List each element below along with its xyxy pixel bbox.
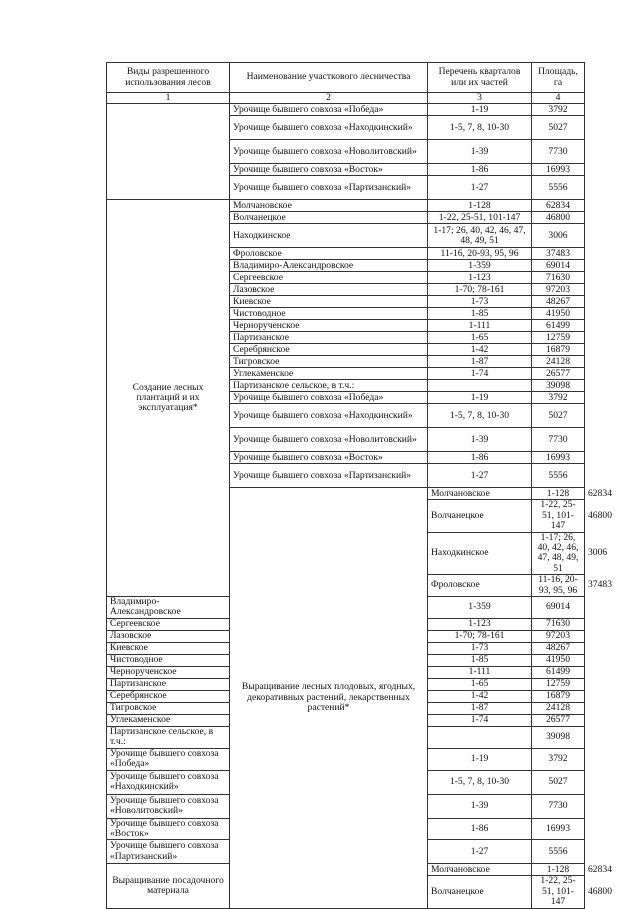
forestry-name-cell: Урочище бывшего совхоза «Победа»	[230, 104, 428, 116]
table-body	[107, 103, 612, 908]
forestry-name-cell: Молчановское	[230, 200, 428, 212]
area-cell: 26577	[532, 368, 585, 380]
quarters-cell: 11-16, 20-93, 95, 96	[532, 575, 585, 597]
forestry-name-cell: Урочище бывшего совхоза «Находкинский»	[107, 770, 230, 794]
forestry-name-cell: Чернорученское	[107, 666, 230, 678]
area-cell: 61499	[532, 320, 585, 332]
forestry-name-cell: Углекаменское	[107, 714, 230, 726]
column-number: 1	[107, 93, 230, 104]
table-row: Находкинское 1-17; 26, 40, 42, 46, 47, 48, 49, 51 3006	[107, 532, 585, 575]
area-cell: 5556	[532, 464, 585, 488]
forestry-name-cell: Сергеевское	[230, 272, 428, 284]
use-type-cell: Создание лесных плантаций и их эксплуатация*	[107, 200, 230, 597]
forestry-name-cell: Молчановское	[428, 488, 532, 500]
quarters-cell: 1-86	[428, 818, 532, 840]
area-cell: 24128	[532, 356, 585, 368]
area-cell: 3792	[532, 392, 585, 404]
forestry-name-cell: Волчанецкое	[428, 500, 532, 532]
forestry-name-cell: Урочище бывшего совхоза «Восток»	[230, 452, 428, 464]
forestry-name-cell: Молчановское	[428, 864, 532, 876]
quarters-cell: 1-123	[428, 618, 532, 630]
quarters-cell: 1-111	[428, 666, 532, 678]
forestry-name-cell: Киевское	[230, 296, 428, 308]
table-row: Выращивание посадочного материала Молчановское 1-128 62834	[107, 864, 585, 876]
forestry-name-cell: Урочище бывшего совхоза «Новолитовский»	[230, 428, 428, 452]
forestry-name-cell: Урочище бывшего совхоза «Партизанский»	[230, 464, 428, 488]
forestry-name-cell: Углекаменское	[230, 368, 428, 380]
area-cell: 97203	[532, 630, 585, 642]
area-cell: 69014	[532, 597, 585, 619]
header-use-type: Виды разрешенного использования лесов	[107, 63, 230, 93]
quarters-cell: 1-22, 25-51, 101-147	[532, 876, 585, 908]
forestry-name-cell: Лазовское	[230, 284, 428, 296]
quarters-cell: 1-42	[428, 344, 532, 356]
forestry-name-cell: Урочище бывшего совхоза «Новолитовский»	[107, 794, 230, 818]
area-cell: 7730	[532, 428, 585, 452]
forestry-name-cell: Чистоводное	[230, 308, 428, 320]
forestry-name-cell: Урочище бывшего совхоза «Партизанский»	[107, 840, 230, 864]
area-cell: 7730	[532, 794, 585, 818]
quarters-cell: 1-70; 78-161	[428, 284, 532, 296]
quarters-cell: 1-42	[428, 690, 532, 702]
quarters-cell: 1-74	[428, 368, 532, 380]
forestry-name-cell: Киевское	[107, 642, 230, 654]
table-row: Выращивание лесных плодовых, ягодных, декоративных растений, лекарственных растений* Молчановское 1-128 62834	[107, 488, 585, 500]
use-type-cell: Выращивание лесных плодовых, ягодных, декоративных растений, лекарственных растений*	[230, 488, 428, 908]
forestry-name-cell: Партизанское	[107, 678, 230, 690]
area-cell: 24128	[532, 702, 585, 714]
quarters-cell: 1-22, 25-51, 101-147	[532, 500, 585, 532]
area-cell: 39098	[532, 726, 585, 748]
area-cell: 97203	[532, 284, 585, 296]
forestry-name-cell: Урочище бывшего совхоза «Находкинский»	[230, 404, 428, 428]
forestry-name-cell: Партизанское сельское, в т.ч.:	[107, 726, 230, 748]
area-cell: 5556	[532, 176, 585, 200]
forestry-name-cell: Серебрянское	[107, 690, 230, 702]
quarters-cell: 1-123	[428, 272, 532, 284]
area-cell: 62834	[532, 200, 585, 212]
area-cell: 3792	[532, 104, 585, 116]
forestry-name-cell: Урочище бывшего совхоза «Находкинский»	[230, 116, 428, 140]
table-row: Волчанецкое 1-22, 25-51, 101-147 46800	[107, 500, 585, 532]
column-number: 2	[230, 93, 428, 104]
area-cell: 12759	[532, 332, 585, 344]
forestry-name-cell: Чистоводное	[107, 654, 230, 666]
table-row: Фроловское 11-16, 20-93, 95, 96 37483	[107, 575, 585, 597]
quarters-cell: 1-128	[532, 488, 585, 500]
quarters-cell: 1-73	[428, 642, 532, 654]
area-cell: 37483	[532, 248, 585, 260]
forestry-name-cell: Находкинское	[230, 224, 428, 248]
forestry-name-cell: Партизанское	[230, 332, 428, 344]
forestry-name-cell: Находкинское	[428, 532, 532, 575]
use-type-cell-empty	[107, 104, 230, 200]
quarters-cell: 1-5, 7, 8, 10-30	[428, 404, 532, 428]
area-cell: 46800	[532, 212, 585, 224]
forestry-name-cell: Урочище бывшего совхоза «Восток»	[230, 164, 428, 176]
quarters-cell: 1-74	[428, 714, 532, 726]
area-cell: 3792	[532, 748, 585, 770]
area-cell: 5027	[532, 404, 585, 428]
column-number: 4	[532, 93, 585, 104]
quarters-cell: 1-87	[428, 702, 532, 714]
area-cell: 48267	[532, 642, 585, 654]
area-cell: 16993	[532, 818, 585, 840]
header-row	[107, 63, 585, 93]
area-cell: 3006	[532, 224, 585, 248]
forestry-name-cell: Партизанское сельское, в т.ч.:	[230, 380, 428, 392]
quarters-cell: 1-359	[428, 260, 532, 272]
forestry-name-cell: Волчанецкое	[428, 876, 532, 908]
quarters-cell: 1-39	[428, 140, 532, 164]
area-cell: 41950	[532, 308, 585, 320]
quarters-cell: 1-27	[428, 840, 532, 864]
quarters-cell: 1-65	[428, 332, 532, 344]
area-cell: 39098	[532, 380, 585, 392]
forestry-name-cell: Урочище бывшего совхоза «Победа»	[230, 392, 428, 404]
forestry-name-cell: Серебрянское	[230, 344, 428, 356]
quarters-cell: 1-111	[428, 320, 532, 332]
quarters-cell: 1-17; 26, 40, 42, 46, 47, 48, 49, 51	[532, 532, 585, 575]
quarters-cell: 1-70; 78-161	[428, 630, 532, 642]
forestry-name-cell: Фроловское	[428, 575, 532, 597]
quarters-cell: 1-39	[428, 794, 532, 818]
forestry-name-cell: Урочище бывшего совхоза «Восток»	[107, 818, 230, 840]
quarters-cell: 1-22, 25-51, 101-147	[428, 212, 532, 224]
forestry-name-cell: Фроловское	[230, 248, 428, 260]
quarters-cell	[428, 726, 532, 748]
area-cell: 12759	[532, 678, 585, 690]
area-cell: 5027	[532, 770, 585, 794]
forestry-name-cell: Чернорученское	[230, 320, 428, 332]
quarters-cell: 1-359	[428, 597, 532, 619]
quarters-cell: 1-5, 7, 8, 10-30	[428, 770, 532, 794]
quarters-cell: 1-85	[428, 654, 532, 666]
quarters-cell: 1-5, 7, 8, 10-30	[428, 116, 532, 140]
quarters-cell: 1-87	[428, 356, 532, 368]
area-cell: 16993	[532, 164, 585, 176]
forestry-name-cell: Сергеевское	[107, 618, 230, 630]
area-cell: 16879	[532, 344, 585, 356]
quarters-cell	[428, 380, 532, 392]
forestry-name-cell: Урочище бывшего совхоза «Победа»	[107, 748, 230, 770]
forestry-name-cell: Владимиро-Александровское	[107, 597, 230, 619]
quarters-cell: 1-19	[428, 392, 532, 404]
quarters-cell: 1-86	[428, 164, 532, 176]
quarters-cell: 1-128	[428, 200, 532, 212]
forestry-name-cell: Урочище бывшего совхоза «Новолитовский»	[230, 140, 428, 164]
header-forestry-name: Наименование участкового лесничества	[230, 63, 428, 93]
quarters-cell: 1-17; 26, 40, 42, 46, 47, 48, 49, 51	[428, 224, 532, 248]
area-cell: 69014	[532, 260, 585, 272]
quarters-cell: 1-86	[428, 452, 532, 464]
table-row: Волчанецкое 1-22, 25-51, 101-147 46800	[107, 876, 585, 908]
area-cell: 71630	[532, 618, 585, 630]
forestry-name-cell: Волчанецкое	[230, 212, 428, 224]
forestry-name-cell: Тигровское	[107, 702, 230, 714]
quarters-cell: 11-16, 20-93, 95, 96	[428, 248, 532, 260]
area-cell: 26577	[532, 714, 585, 726]
quarters-cell: 1-73	[428, 296, 532, 308]
area-cell: 16879	[532, 690, 585, 702]
quarters-cell: 1-19	[428, 748, 532, 770]
table-row	[107, 104, 585, 116]
quarters-cell: 1-27	[428, 464, 532, 488]
quarters-cell: 1-85	[428, 308, 532, 320]
area-cell: 48267	[532, 296, 585, 308]
area-cell: 5027	[532, 116, 585, 140]
area-cell: 5556	[532, 840, 585, 864]
forest-use-table	[106, 62, 612, 909]
header-quarters: Перечень кварталов или их частей	[428, 63, 532, 93]
header-area: Площадь, га	[532, 63, 585, 93]
use-type-cell: Выращивание посадочного материала	[107, 864, 230, 908]
forestry-name-cell: Тигровское	[230, 356, 428, 368]
forestry-name-cell: Урочище бывшего совхоза «Партизанский»	[230, 176, 428, 200]
quarters-cell: 1-39	[428, 428, 532, 452]
quarters-cell: 1-19	[428, 104, 532, 116]
column-number-row	[107, 93, 585, 104]
column-number: 3	[428, 93, 532, 104]
forestry-name-cell: Владимиро-Александровское	[230, 260, 428, 272]
quarters-cell: 1-27	[428, 176, 532, 200]
area-cell: 41950	[532, 654, 585, 666]
area-cell: 61499	[532, 666, 585, 678]
area-cell: 71630	[532, 272, 585, 284]
forestry-name-cell: Лазовское	[107, 630, 230, 642]
quarters-cell: 1-128	[532, 864, 585, 876]
area-cell: 7730	[532, 140, 585, 164]
area-cell: 16993	[532, 452, 585, 464]
table-row	[107, 200, 585, 212]
quarters-cell: 1-65	[428, 678, 532, 690]
